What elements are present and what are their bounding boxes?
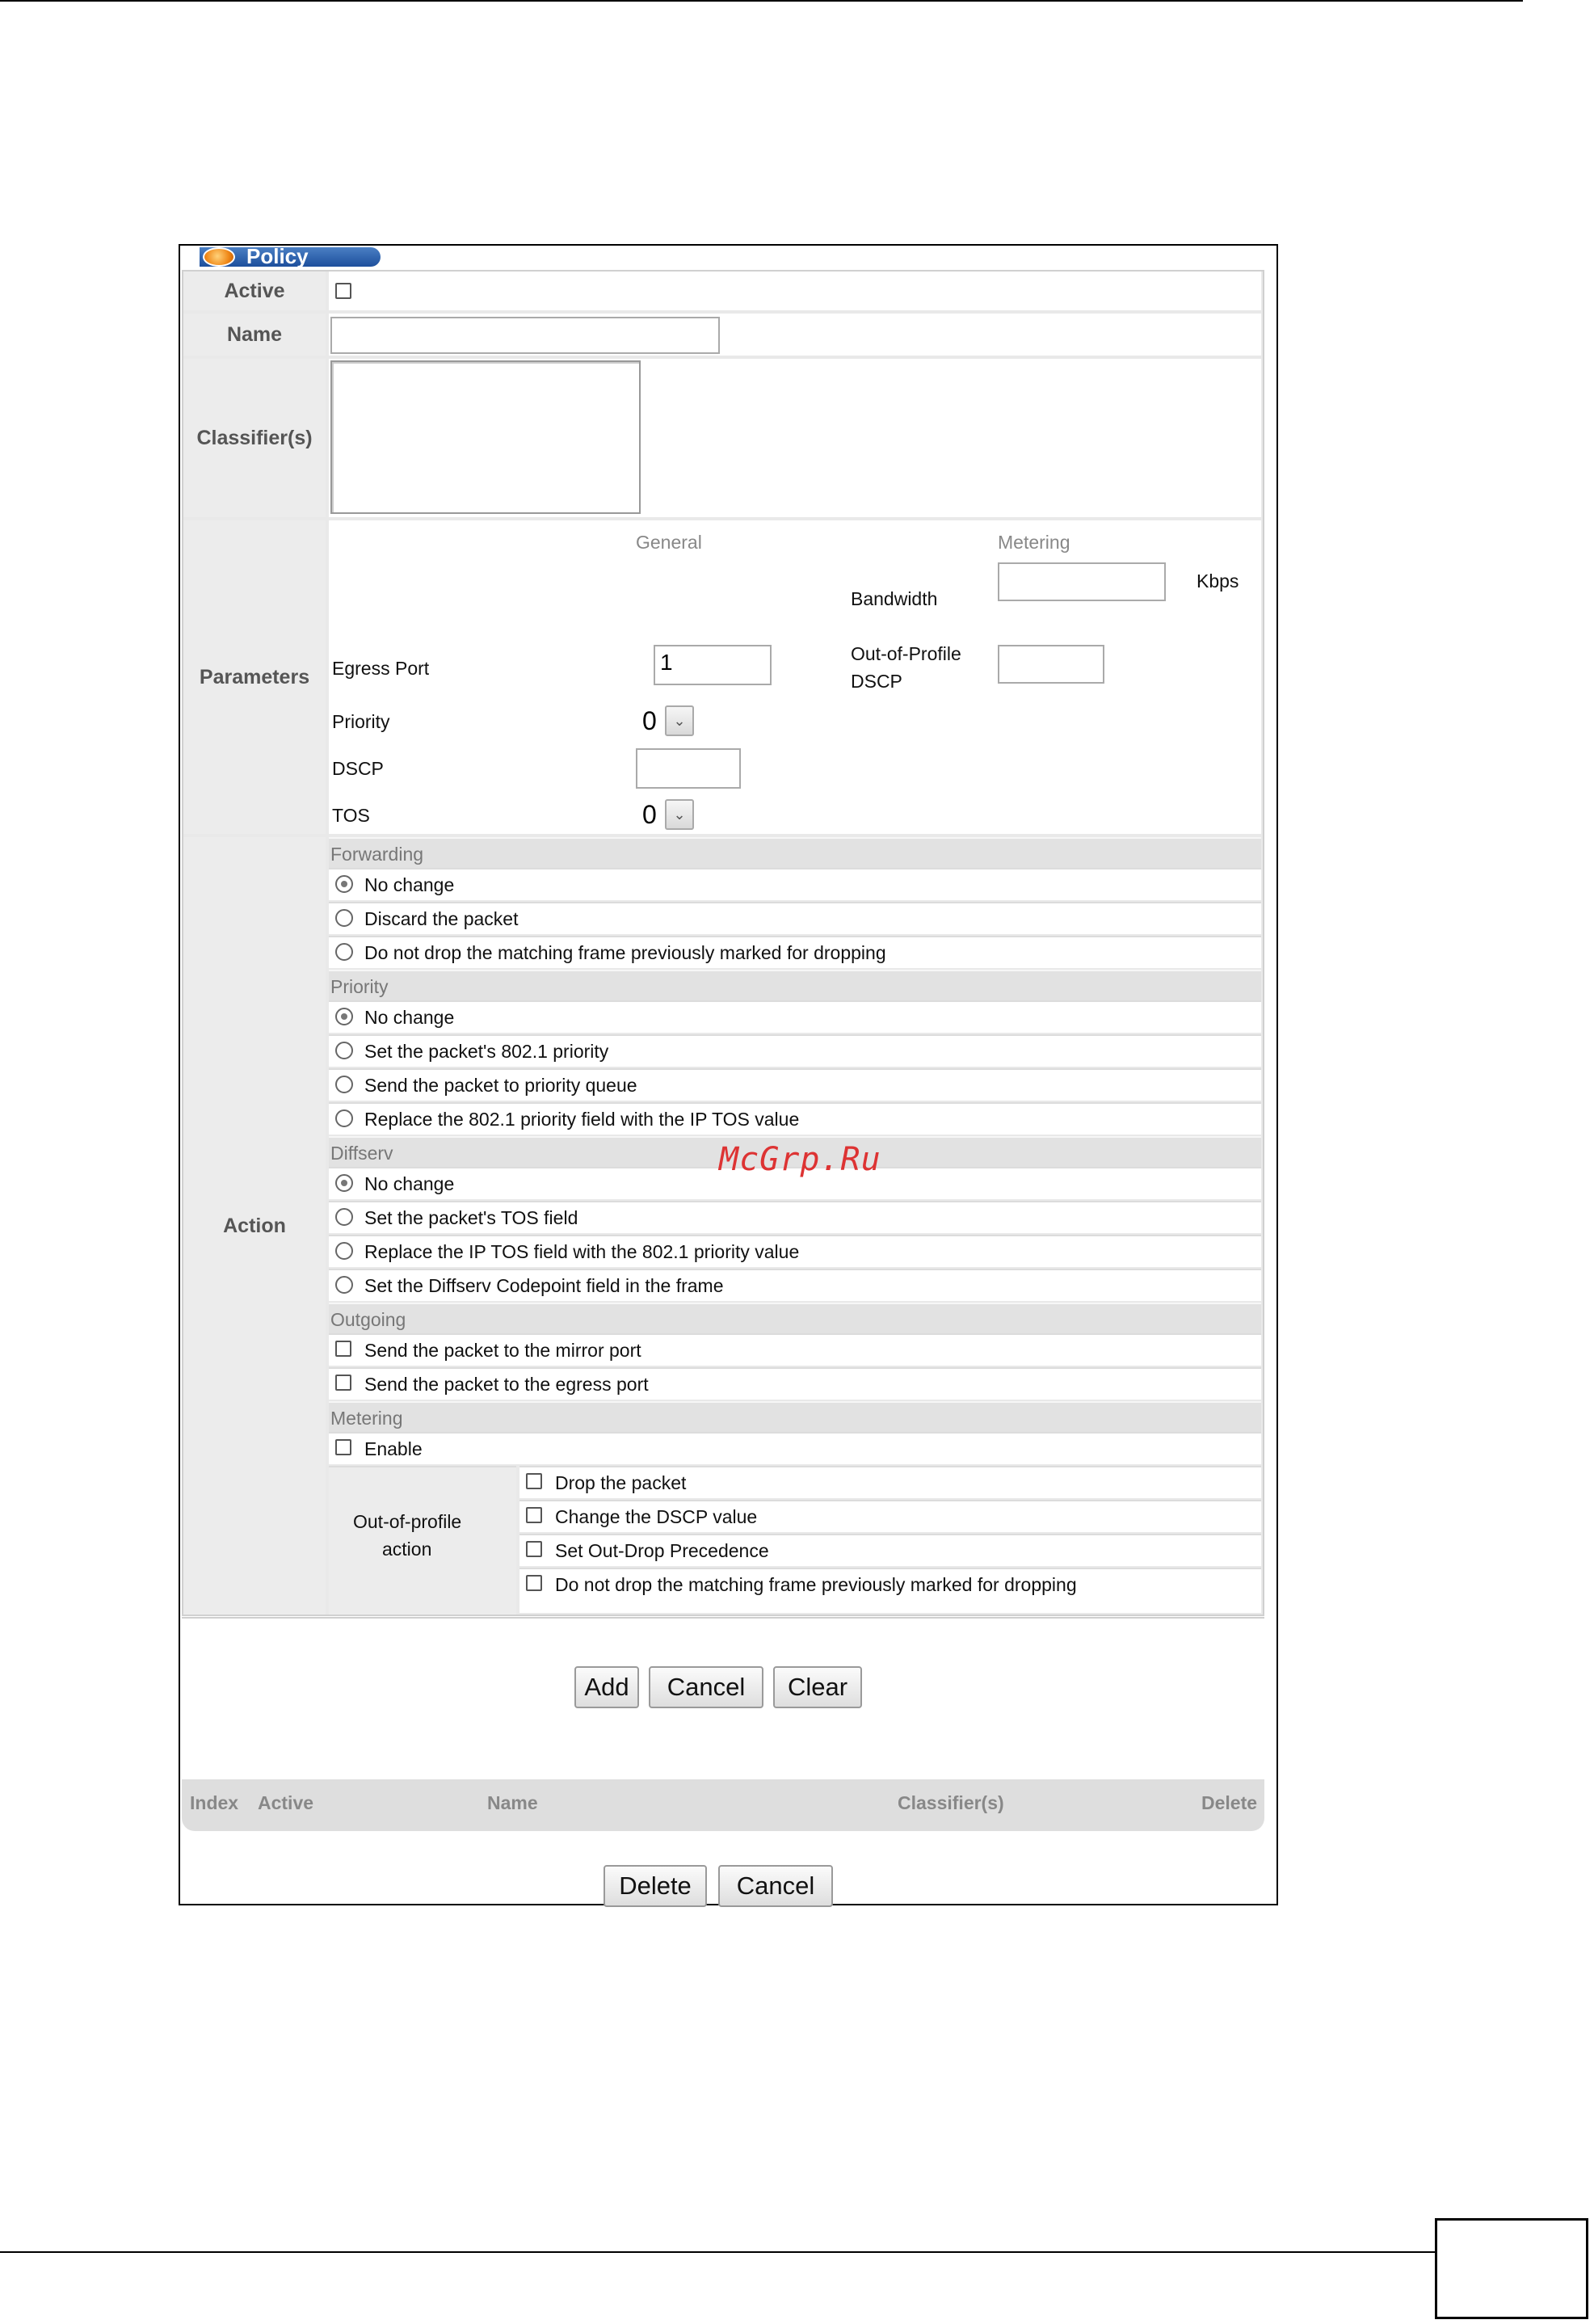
tos-label: TOS [332,805,370,826]
top-rule [0,0,1523,2]
column-active: Active [258,1792,314,1813]
priority-no-change-radio[interactable] [335,1008,353,1025]
outgoing-option-row[interactable] [329,1367,1261,1400]
oop-option-row[interactable] [519,1466,1261,1498]
form-divider [182,1617,1264,1619]
classifiers-label: Classifier(s) [183,359,326,517]
tos-select-value: 0 [642,799,657,829]
oop-option-row[interactable] [519,1568,1261,1613]
clear-button[interactable]: Clear [773,1666,862,1708]
diffserv-set-tos-radio[interactable] [335,1208,353,1226]
tos-select[interactable] [642,797,694,832]
diffserv-replace-tos-radio[interactable] [335,1242,353,1260]
bottom-rule [0,2251,1436,2253]
active-label: Active [183,272,326,310]
column-index: Index [190,1792,239,1813]
cancel-list-button[interactable]: Cancel [718,1865,833,1907]
out-of-profile-label-line1: Out-of-profile [353,1511,462,1532]
forwarding-no-change-radio[interactable] [335,875,353,893]
page-number-box [1435,2218,1588,2319]
dscp-input[interactable] [636,748,741,789]
column-delete: Delete [1201,1792,1258,1813]
priority-option-label: Set the packet's 802.1 priority [364,1041,609,1062]
priority-select[interactable] [642,703,694,739]
oop-dscp-label-line2: DSCP [851,671,902,692]
priority-option-row[interactable] [329,1102,1261,1135]
forwarding-option-row[interactable] [329,868,1261,900]
watermark-text: McGrp.Ru [719,1141,881,1178]
diffserv-codepoint-radio[interactable] [335,1276,353,1294]
classifiers-listbox[interactable] [330,360,641,514]
outgoing-header: Outgoing [329,1303,1261,1333]
add-button[interactable]: Add [574,1666,639,1708]
dscp-label: DSCP [332,758,384,779]
panel-title: Policy [246,244,309,268]
oop-dscp-label-line1: Out-of-Profile [851,643,961,664]
forwarding-option-row[interactable] [329,936,1261,968]
diffserv-option-row[interactable] [329,1235,1261,1267]
egress-port-input[interactable]: 1 [654,645,772,685]
forwarding-option-label: No change [364,874,455,895]
diffserv-option-row[interactable] [329,1201,1261,1233]
classifiers-cell [329,359,1261,517]
outgoing-egress-checkbox[interactable] [335,1375,351,1391]
metering-section-header: Metering [329,1401,1261,1432]
bandwidth-unit: Kbps [1197,570,1239,592]
outgoing-option-row[interactable] [329,1333,1261,1366]
metering-enable-checkbox[interactable] [335,1439,351,1455]
name-label: Name [183,314,326,356]
priority-replace-radio[interactable] [335,1109,353,1127]
priority-set-802-radio[interactable] [335,1042,353,1059]
egress-port-label: Egress Port [332,658,430,679]
priority-option-label: Replace the 802.1 priority field with the IP TOS value [364,1109,800,1130]
priority-option-label: No change [364,1007,455,1028]
cancel-button[interactable]: Cancel [649,1666,763,1708]
priority-queue-radio[interactable] [335,1076,353,1093]
priority-select-value: 0 [642,705,657,735]
oop-option-label: Set Out-Drop Precedence [555,1540,769,1561]
chevron-down-icon: ⌄ [665,705,694,736]
name-input[interactable] [330,317,720,354]
oop-drop-precedence-checkbox[interactable] [526,1541,542,1557]
title-bullet-icon [203,247,235,267]
parameters-cell [329,520,1261,834]
diffserv-option-row[interactable] [329,1269,1261,1301]
policy-form [182,270,1264,1616]
priority-option-row[interactable] [329,1000,1261,1033]
priority-option-label: Send the packet to priority queue [364,1075,637,1096]
forwarding-option-label: Discard the packet [364,908,519,929]
policy-panel [179,244,1278,1905]
active-cell [329,272,1261,310]
forwarding-option-label: Do not drop the matching frame previously marked for dropping [364,942,886,963]
metering-enable-row[interactable] [329,1432,1261,1464]
column-name: Name [487,1792,538,1813]
oop-drop-checkbox[interactable] [526,1473,542,1489]
name-cell [329,314,1261,356]
out-of-profile-label-cell [329,1466,516,1615]
forwarding-discard-radio[interactable] [335,909,353,927]
action-label: Action [183,837,326,1615]
diffserv-option-label: Set the packet's TOS field [364,1207,578,1228]
priority-option-row[interactable] [329,1068,1261,1101]
metering-header: Metering [998,532,1070,553]
panel-title-bar [200,244,381,268]
oop-do-not-drop-checkbox[interactable] [526,1575,542,1591]
outgoing-mirror-checkbox[interactable] [335,1341,351,1357]
priority-option-row[interactable] [329,1034,1261,1067]
diffserv-option-label: Replace the IP TOS field with the 802.1 priority value [364,1241,800,1262]
bandwidth-label: Bandwidth [851,588,938,609]
chevron-down-icon: ⌄ [665,799,694,830]
priority-header: Priority [329,970,1261,1000]
diffserv-no-change-radio[interactable] [335,1174,353,1192]
parameters-label: Parameters [183,520,326,834]
oop-option-row[interactable] [519,1534,1261,1566]
column-classifiers: Classifier(s) [898,1792,1004,1813]
oop-change-dscp-checkbox[interactable] [526,1507,542,1523]
oop-option-row[interactable] [519,1500,1261,1532]
general-header: General [636,532,702,553]
diffserv-header: Diffserv [329,1136,1261,1167]
metering-enable-label: Enable [364,1438,423,1459]
oop-dscp-input[interactable] [998,645,1104,684]
out-of-profile-label-line2: action [382,1539,432,1560]
forwarding-option-row[interactable] [329,902,1261,934]
outgoing-option-label: Send the packet to the mirror port [364,1340,641,1361]
bandwidth-input[interactable] [998,562,1166,601]
diffserv-option-label: No change [364,1173,455,1194]
diffserv-option-label: Set the Diffserv Codepoint field in the frame [364,1275,724,1296]
priority-label: Priority [332,711,390,732]
active-checkbox[interactable] [335,283,351,299]
oop-option-label: Drop the packet [555,1472,687,1493]
forwarding-do-not-drop-radio[interactable] [335,943,353,961]
oop-option-label: Change the DSCP value [555,1506,758,1527]
forwarding-header: Forwarding [329,837,1261,868]
policy-list-header [182,1779,1264,1831]
outgoing-option-label: Send the packet to the egress port [364,1374,649,1395]
oop-option-label: Do not drop the matching frame previously marked for dropping [555,1574,1077,1595]
delete-button[interactable]: Delete [604,1865,707,1907]
